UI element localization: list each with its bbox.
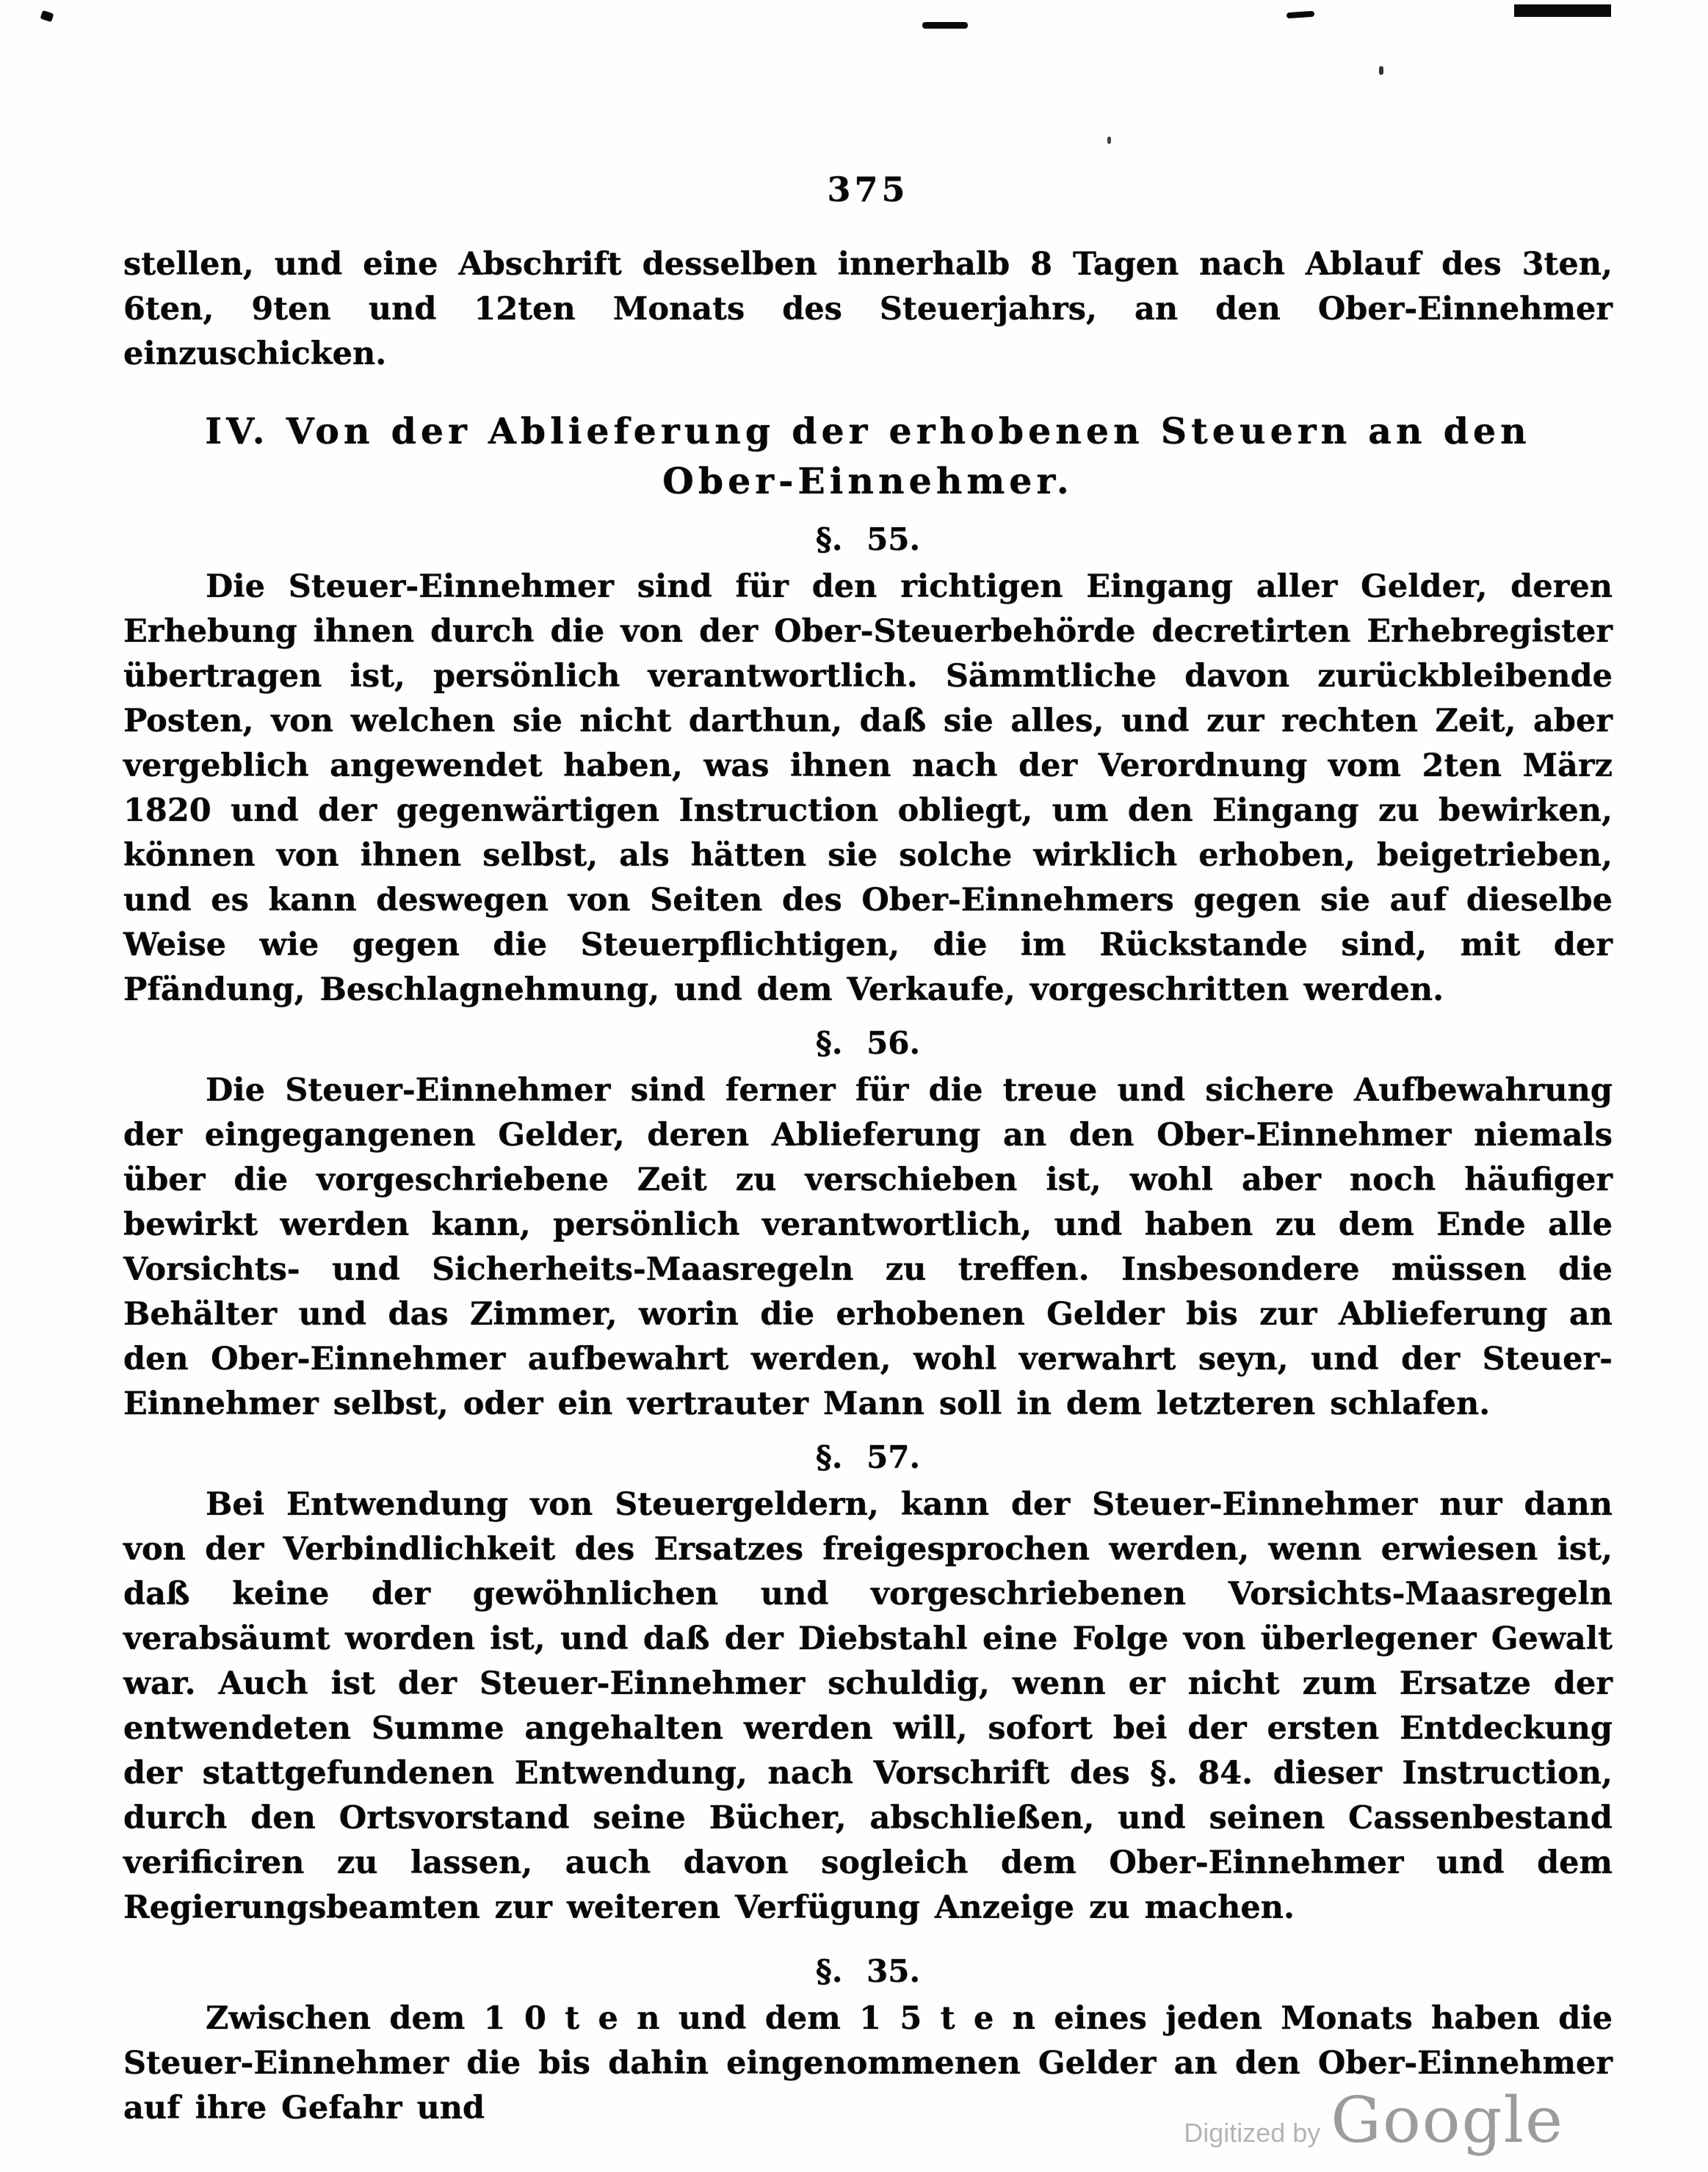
section-heading-line2: Ober-Einnehmer. <box>662 460 1074 502</box>
paragraph-56: Die Steuer-Einnehmer sind ferner für die treue und sichere Aufbewahrung der eingegangenen Gelder, deren Ablieferung an den Ober-Einnehmer niemals über die vorgeschriebene Zeit zu verschieben ist, wohl aber noch häufiger bewirkt werden kann, persönlich verantwortlich, und haben zu dem Ende alle Vorsichts- und Sicherheits-Maasregeln zu treffen. Insbesondere müssen die Behälter und das Zimmer, worin die erhobenen Gelder bis zur Ablieferung an den Ober-Einnehmer aufbewahrt werden, wohl verwahrt seyn, und der Steuer-Einnehmer selbst, oder ein vertrauter Mann soll in dem letzteren schlafen. <box>123 1072 1613 1422</box>
paragraph-marker-55: §. 55. <box>815 521 921 557</box>
paragraph-57: Bei Entwendung von Steuergeldern, kann der Steuer-Einnehmer nur dann von der Verbindlichkeit des Ersatzes freigesprochen werden, wenn erwiesen ist, daß keine der gewöhnlichen und vorgeschriebenen Vorsichts-Maasregeln verabsäumt worden ist, und daß der Diebstahl eine Folge von überlegener Gewalt war. Auch ist der Steuer-Einnehmer schuldig, wenn er nicht zum Ersatze der entwendeten Summe angehalten werden will, sofort bei der ersten Entdeckung der stattgefundenen Entwendung, nach Vorschrift des §. 84. dieser Instruction, durch den Ortsvorstand seine Bücher, abschließen, und seinen Cassenbestand verificiren zu lassen, auch davon sogleich dem Ober-Einnehmer und dem Regierungsbeamten zur weiteren Verfügung Anzeige zu machen. <box>123 1486 1613 1926</box>
paragraph-marker-57: §. 57. <box>815 1439 921 1475</box>
paragraph-marker-56: §. 56. <box>815 1025 921 1061</box>
paragraph-continuation: stellen, und eine Abschrift desselben innerhalb 8 Tagen nach Ablauf des 3ten, 6ten, 9ten und 12ten Monats des Steuerjahrs, an den Ober-Einnehmer einzuschicken. <box>123 246 1613 372</box>
page-number: 375 <box>827 170 909 209</box>
scan-artifact <box>40 10 54 22</box>
google-watermark <box>1184 2084 1564 2157</box>
section-heading <box>123 406 1613 506</box>
digitized-by-label: Digitized by <box>1184 2118 1321 2148</box>
section-heading-line1: IV. Von der Ablieferung der erhobenen Steuern an den <box>205 410 1531 452</box>
paragraph-55: Die Steuer-Einnehmer sind für den richtigen Eingang aller Gelder, deren Erhebung ihnen durch die von der Ober-Steuerbehörde decretirten Erhebregister übertragen ist, persönlich verantwortlich. Sämmtliche davon zurückbleibende Posten, von welchen sie nicht darthun, daß sie alles, und zur rechten Zeit, aber vergeblich angewendet haben, was ihnen nach der Verordnung vom 2ten März 1820 und der gegenwärtigen Instruction obliegt, um den Eingang zu bewirken, können von ihnen selbst, als hätten sie solche wirklich erhoben, beigetrieben, und es kann deswegen von Seiten des Ober-Einnehmers gegen sie auf dieselbe Weise wie gegen die Steuerpflichtigen, die im Rückstande sind, mit der Pfändung, Beschlagnehmung, und dem Verkaufe, vorgeschritten werden. <box>123 568 1613 1008</box>
text-block <box>123 0 1613 2131</box>
google-logo: Google <box>1331 2084 1564 2157</box>
paragraph-35: Zwischen dem 1 0 t e n und dem 1 5 t e n eines jeden Monats haben die Steuer-Einnehmer die bis dahin eingenommenen Gelder an den Ober-Einnehmer auf ihre Gefahr und <box>123 2000 1613 2126</box>
paragraph-marker-35: §. 35. <box>815 1953 921 1989</box>
